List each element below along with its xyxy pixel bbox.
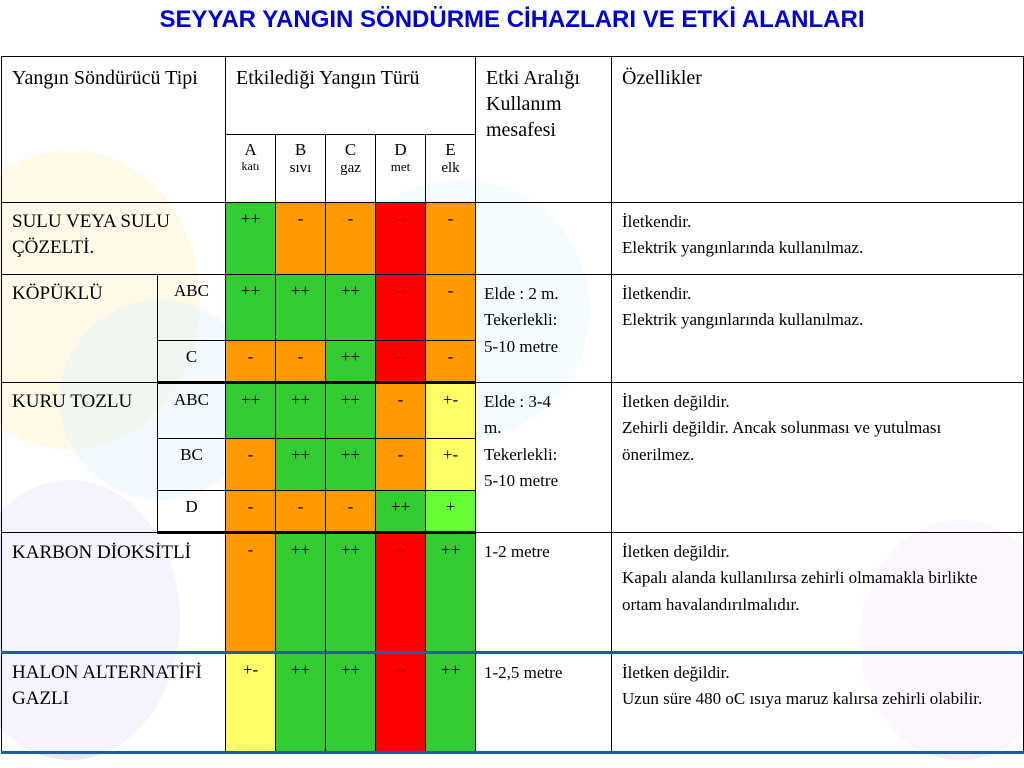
cell-value: - bbox=[226, 341, 276, 383]
features-kuru bbox=[612, 383, 1024, 533]
range-line: 5-10 metre bbox=[484, 336, 559, 356]
range-sulu bbox=[476, 203, 612, 275]
class-letter: A bbox=[244, 140, 257, 159]
range-line: Elde : 2 m. bbox=[484, 284, 559, 303]
cell-value: ++ bbox=[276, 383, 326, 439]
feature-line: Uzun süre 480 oC ısıya maruz kalırsa zehirli olabilir. bbox=[622, 689, 983, 709]
cell-value: - bbox=[276, 203, 326, 275]
range-karbon: 1-2 metre bbox=[476, 533, 612, 653]
features-karbon bbox=[612, 533, 1024, 653]
cell-value: ++ bbox=[276, 533, 326, 653]
cell-value: - bbox=[226, 533, 276, 653]
cell-value: -- bbox=[376, 203, 426, 275]
page-title: SEYYAR YANGIN SÖNDÜRME CİHAZLARI VE ETKİ ALANLARI bbox=[159, 6, 865, 33]
row-name-halon: HALON ALTERNATİFİ GAZLI bbox=[2, 653, 226, 753]
range-kuru bbox=[476, 383, 612, 533]
class-e bbox=[426, 135, 476, 203]
cell-value: ++ bbox=[426, 533, 476, 653]
feature-line: İletken değildir. bbox=[622, 392, 730, 411]
row-name-kuru: KURU TOZLU bbox=[2, 383, 158, 533]
range-line: 5-10 metre bbox=[484, 471, 559, 491]
cell-value: ++ bbox=[326, 439, 376, 491]
class-c bbox=[326, 135, 376, 203]
cell-value: -- bbox=[376, 653, 426, 753]
row-name-kopuklu: KÖPÜKLÜ bbox=[2, 275, 158, 383]
cell-value: ++ bbox=[376, 491, 426, 533]
class-d bbox=[376, 135, 426, 203]
subtype-label: BC bbox=[158, 439, 226, 491]
range-line: Tekerlekli: bbox=[484, 310, 558, 330]
features-kopuklu bbox=[612, 275, 1024, 383]
feature-line: İletkendir. bbox=[622, 284, 692, 303]
cell-value: - bbox=[276, 341, 326, 383]
cell-value: ++ bbox=[276, 653, 326, 753]
class-letter: E bbox=[445, 140, 456, 159]
cell-value: - bbox=[226, 491, 276, 533]
extinguisher-table bbox=[1, 56, 1024, 754]
range-kopuklu bbox=[476, 275, 612, 383]
class-desc: sıvı bbox=[289, 159, 312, 176]
cell-value: - bbox=[326, 203, 376, 275]
cell-value: ++ bbox=[226, 203, 276, 275]
cell-value: - bbox=[426, 203, 476, 275]
class-letter: C bbox=[344, 140, 357, 159]
cell-value: - bbox=[326, 491, 376, 533]
subtype-label: ABC bbox=[158, 275, 226, 341]
range-line: Elde : 3-4 bbox=[484, 392, 552, 411]
cell-value: ++ bbox=[426, 653, 476, 753]
features-halon bbox=[612, 653, 1024, 753]
cell-value: -- bbox=[376, 341, 426, 383]
cell-value: + bbox=[426, 491, 476, 533]
cell-value: - bbox=[376, 439, 426, 491]
features-sulu bbox=[612, 203, 1024, 275]
class-desc: gaz bbox=[340, 159, 361, 176]
header-type: Yangın Söndürücü Tipi bbox=[2, 57, 226, 203]
class-desc: elk bbox=[441, 159, 460, 176]
header-range: Etki Aralığı Kullanım mesafesi bbox=[476, 57, 612, 203]
cell-value: - bbox=[276, 491, 326, 533]
cell-value: ++ bbox=[226, 383, 276, 439]
cell-value: ++ bbox=[326, 341, 376, 383]
class-desc: met bbox=[390, 158, 411, 174]
cell-value: - bbox=[426, 341, 476, 383]
header-features: Özellikler bbox=[612, 57, 1024, 203]
subtype-label: D bbox=[158, 491, 226, 533]
feature-line: İletken değildir. bbox=[622, 542, 730, 561]
cell-value: ++ bbox=[326, 275, 376, 341]
feature-line: İletkendir. bbox=[622, 212, 692, 231]
cell-value: +- bbox=[426, 439, 476, 491]
row-name-sulu: SULU VEYA SULU ÇÖZELTİ. bbox=[2, 203, 226, 275]
subtype-label: C bbox=[158, 341, 226, 383]
cell-value: ++ bbox=[276, 275, 326, 341]
cell-value: - bbox=[226, 439, 276, 491]
class-a bbox=[226, 135, 276, 203]
class-letter: D bbox=[394, 140, 407, 159]
feature-line: Zehirli değildir. Ancak solunması ve yutulması önerilmez. bbox=[622, 418, 942, 464]
class-desc: katı bbox=[241, 158, 260, 173]
cell-value: ++ bbox=[276, 439, 326, 491]
range-halon: 1-2,5 metre bbox=[476, 653, 612, 753]
feature-line: Elektrik yangınlarında kullanılmaz. bbox=[622, 238, 864, 258]
row-name-karbon: KARBON DİOKSİTLİ bbox=[2, 533, 226, 653]
cell-value: ++ bbox=[326, 653, 376, 753]
cell-value: -- bbox=[376, 275, 426, 341]
cell-value: ++ bbox=[326, 383, 376, 439]
cell-value: ++ bbox=[326, 533, 376, 653]
cell-value: +- bbox=[426, 383, 476, 439]
cell-value: +- bbox=[226, 653, 276, 753]
cell-value: -- bbox=[376, 533, 426, 653]
cell-value: - bbox=[376, 383, 426, 439]
class-b bbox=[276, 135, 326, 203]
feature-line: Kapalı alanda kullanılırsa zehirli olmamakla birlikte ortam havalandırılmalıdır. bbox=[622, 568, 978, 614]
range-line: m. bbox=[484, 418, 502, 438]
feature-line: Elektrik yangınlarında kullanılmaz. bbox=[622, 310, 864, 330]
cell-value: ++ bbox=[226, 275, 276, 341]
feature-line: İletken değildir. bbox=[622, 663, 730, 682]
header-fire-type: Etkilediği Yangın Türü bbox=[226, 57, 476, 135]
class-letter: B bbox=[294, 140, 307, 159]
cell-value: - bbox=[426, 275, 476, 341]
subtype-label: ABC bbox=[158, 383, 226, 439]
range-line: Tekerlekli: bbox=[484, 444, 558, 464]
